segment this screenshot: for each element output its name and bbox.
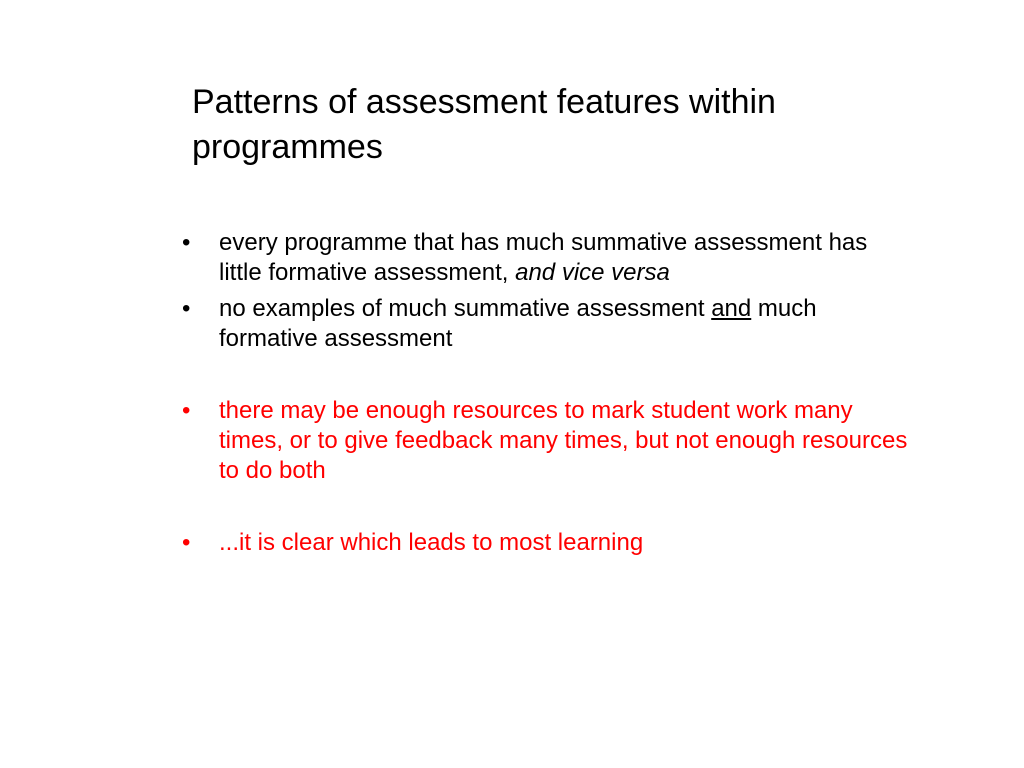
bullet-icon: • [182,397,191,424]
bullet-text: every programme that has much summative assessment has little formative assessment, [219,229,868,286]
bullet-text: there may be enough resources to mark student work many times, or to give feedback many times, but not enough resources to do both [219,397,908,484]
bullet-tail-text: much formative assessment [219,295,817,352]
bullet-underlined-text: and [711,295,752,322]
bullet-icon: • [182,529,191,556]
bullet-text: ...it is clear which leads to most learning [219,529,644,556]
bullet-item-4 [182,528,912,558]
bullet-item-3 [182,396,912,486]
bullet-icon: • [182,295,191,322]
bullet-list [182,228,912,558]
bullet-item-1 [182,228,912,288]
slide-title: Patterns of assessment features within programmes [192,83,776,166]
bullet-item-2 [182,294,912,354]
bullet-italic-text: and vice versa [515,259,670,286]
bullet-text: no examples of much summative assessment [219,295,712,322]
bullet-icon: • [182,229,191,256]
